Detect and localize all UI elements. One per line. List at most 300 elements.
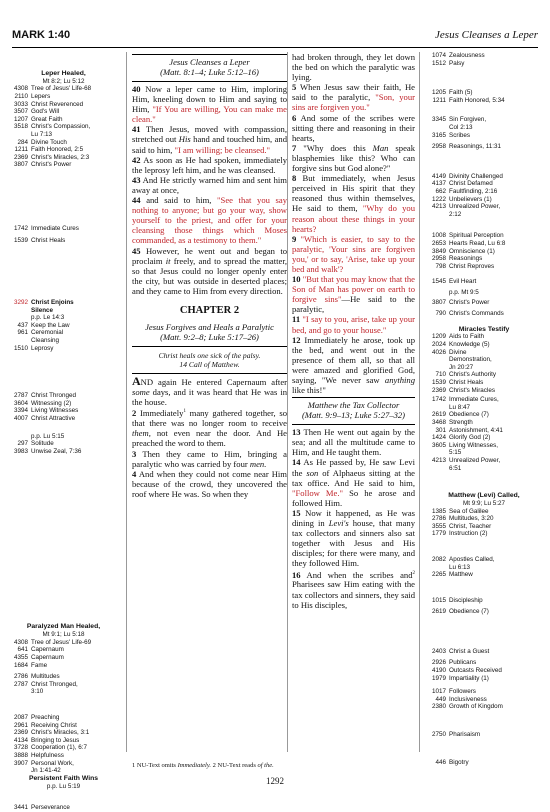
topic-label: Astonishment, 4:41: [449, 426, 503, 434]
topic-reference: [6, 415, 121, 423]
section-rule: [132, 346, 287, 347]
left-reference-column: [6, 52, 121, 812]
topic-reference: [424, 442, 544, 450]
topic-label: Helpfulness: [31, 751, 64, 759]
topic-label: Divine: [449, 348, 467, 356]
verse-16: 16 And when the scribes and$^2$ Pharisees saw Him eating with the tax collectors and sinners, they said to His disciples,: [292, 569, 415, 610]
section-title: Jesus Cleanses a Leper: [169, 57, 250, 67]
topic-number: 3555: [431, 522, 446, 530]
spacer: [424, 538, 544, 556]
topic-number: 2082: [431, 555, 446, 563]
topic-parallels: Mt 8:2; Lu 5:12: [42, 77, 85, 85]
topic-number: 4007: [13, 415, 28, 423]
topic-number: 2653: [431, 239, 446, 247]
topic-number: 3888: [13, 751, 28, 759]
topic-label: Living Witnesses,: [449, 441, 498, 449]
topic-number: 1684: [13, 661, 28, 669]
topic-reference: [424, 180, 544, 188]
topic-reference: [424, 703, 544, 711]
topic-number: 3441: [13, 804, 28, 812]
topic-reference: [424, 556, 544, 564]
verse-1: AND again He entered Capernaum after some days, and it was heard that He was in the house.: [132, 374, 287, 408]
topic-number: 961: [17, 329, 28, 337]
topic-reference: [424, 419, 544, 427]
topic-label: Faith (5): [449, 89, 473, 97]
topic-label: Obedience (7): [449, 411, 489, 419]
topic-reference: [6, 639, 121, 647]
topic-number: 1539: [431, 379, 446, 387]
section-rule: [132, 81, 287, 82]
verse-2: 2 Immediately$^1$ many gathered together, so that there was no longer room to receive them, not even near the door. And He preached the word to them.: [132, 408, 287, 449]
topic-label: Christ's Commands: [449, 310, 504, 318]
topic-label: Christ Attractive: [31, 415, 76, 423]
topic-reference: [6, 662, 121, 670]
topic-number: 790: [435, 310, 446, 318]
topic-number: 1017: [431, 688, 446, 696]
scripture-column-1: [132, 52, 287, 499]
topic-label: Christ Thronged,: [31, 680, 78, 688]
column-divider: [126, 52, 127, 752]
topic-continuation: p.p. Le 14:3: [31, 314, 65, 322]
topic-reference: [424, 132, 544, 140]
topic-continuation: Demonstration,: [449, 356, 492, 364]
topic-label: Palsy: [449, 59, 465, 67]
verse-9: 9 "Which is easier, to say to the paralytic, 'Your sins are forgiven you,' or to say, 'Arise, take up your bed and walk'?: [292, 233, 415, 274]
topic-reference: [424, 248, 544, 256]
scripture-column-2: [292, 52, 415, 610]
spacer: [424, 579, 544, 597]
topic-label: Multitudes: [31, 673, 60, 681]
topic-label: Christ's Miracles, 3:1: [31, 729, 90, 737]
topic-reference: [424, 196, 544, 204]
topic-label: Scribes: [449, 131, 470, 139]
verse-41: 41 Then Jesus, moved with compassion, stretched out His hand and touched him, and said to him, "I am willing; be cleansed.": [132, 124, 287, 155]
topic-number: 3728: [13, 744, 28, 752]
topic-number: 2380: [431, 703, 446, 711]
topic-number: 4149: [431, 172, 446, 180]
verse-10: 10 "But that you may know that the Son of Man has power on earth to forgive sins"—He said to the paralytic,: [292, 274, 415, 315]
topic-reference: [6, 804, 121, 812]
topic-number: 1211: [432, 96, 446, 104]
topic-reference: [6, 654, 121, 662]
section-parallels: (Matt. 8:1–4; Luke 5:12–16): [160, 67, 259, 77]
verse-13: 13 Then He went out again by the sea; and all the multitude came to Him, and He taught them.: [292, 427, 415, 458]
topic-number: 1008: [431, 232, 446, 240]
running-header: [12, 29, 538, 45]
topic-number: 2265: [431, 571, 446, 579]
topic-label: Reasonings, 11:31: [449, 143, 502, 151]
spacer: [424, 739, 544, 759]
topic-label: Faith Honored, 5:34: [449, 96, 505, 104]
topic-number: 3604: [13, 399, 28, 407]
verse-4: 4 And when they could not come near Him because of the crowd, they uncovered the roof where He was. So when they: [132, 468, 287, 499]
topic-reference: [6, 729, 121, 737]
topic-reference: [6, 225, 121, 233]
topic-reference: [6, 673, 121, 681]
topic-number: 798: [435, 262, 446, 270]
topic-label: Christ, Teacher: [449, 522, 492, 530]
topic-label: Apostles Called,: [449, 555, 495, 563]
topic-reference: [6, 85, 121, 93]
topic-number: 2750: [431, 731, 446, 739]
topic-number: 3292: [13, 299, 28, 307]
topic-label: Inclusiveness: [449, 695, 487, 703]
topic-reference: [424, 696, 544, 704]
topic-reference: [6, 116, 121, 124]
topic-number: 2961: [13, 721, 28, 729]
topic-number: 2110: [14, 92, 28, 100]
topic-reference: [6, 752, 121, 760]
verse-44: 44 and said to him, "See that you say nothing to anyone; but go your way, show yourself to the priest, and offer for your cleansing those things which Moses commanded, as a testimony to them.": [132, 195, 287, 246]
topic-label: Great Faith: [31, 115, 63, 123]
topic-continuation: 3:10: [31, 688, 44, 696]
topic-reference: [424, 116, 544, 124]
topic-number: 1385: [431, 507, 446, 515]
topic-number: 1211: [14, 146, 28, 154]
topic-number: 3983: [13, 447, 28, 455]
topic-label: Unrealized Power,: [449, 456, 501, 464]
topic-reference: [424, 60, 544, 68]
topic-label: Obedience (7): [449, 608, 489, 616]
topic-label: Multitudes, 3:20: [449, 515, 494, 523]
topic-reference: [424, 173, 544, 181]
topic-label: Zealousness: [449, 52, 485, 59]
topic-reference: [424, 688, 544, 696]
topic-label: Solitude: [31, 440, 54, 448]
topic-continuation: p.p. Lu 5:15: [31, 432, 65, 440]
topic-reference: [6, 101, 121, 109]
topic-number: 1207: [13, 115, 28, 123]
topic-reference: [424, 427, 544, 435]
topic-label: Immediate Cures,: [449, 396, 499, 404]
topic-number: 3807: [13, 161, 28, 169]
topic-reference: [424, 523, 544, 531]
topic-reference: [424, 675, 544, 683]
topic-label: Unbelievers (1): [449, 195, 492, 203]
verse-43: 43 And He strictly warned him and sent him away at once,: [132, 174, 287, 195]
topic-heading: Persistent Faith Wins: [28, 774, 99, 782]
footnotes: 1 NU-Text omits Immediately. 2 NU-Text reads of the.: [132, 762, 274, 769]
topic-number: 641: [17, 646, 28, 654]
topic-label: Christ Heals: [449, 379, 484, 387]
topic-number: 1742: [13, 224, 28, 232]
topic-number: 297: [17, 440, 28, 448]
topic-continuation: 5:15: [449, 449, 462, 457]
topic-label: Personal Work,: [31, 759, 74, 767]
topic-label: Instruction (2): [449, 530, 488, 538]
topic-continuation: Lu 7:13: [31, 130, 53, 138]
topic-reference: [6, 161, 121, 169]
topic-label: Bringing to Jesus: [31, 736, 80, 744]
topic-continuation: Cleansing: [31, 337, 60, 345]
topic-label: Knowledge (5): [449, 341, 490, 349]
topic-number: 1545: [431, 278, 446, 286]
topic-reference: [424, 396, 544, 404]
topic-label: Spiritual Perception: [449, 232, 504, 240]
topic-number: 1209: [431, 333, 446, 341]
topic-number: 1205: [431, 89, 446, 97]
topic-heading: Matthew (Levi) Called,: [448, 492, 520, 500]
topic-reference: [6, 329, 121, 337]
topic-number: 3518: [13, 123, 28, 131]
spacer: [6, 790, 121, 804]
topic-number: 1979: [431, 674, 446, 682]
verse-4-continued: had broken through, they let down the bed on which the paralytic was lying.: [292, 52, 415, 83]
section-rule: [292, 424, 415, 425]
section-heading-paralytic: [132, 322, 287, 342]
topic-reference: [424, 278, 544, 286]
topic-reference: [6, 448, 121, 456]
verse-3: 3 Then they came to Him, bringing a paralytic who was carried by four men.: [132, 448, 287, 469]
topic-label: Aids to Faith: [449, 333, 484, 341]
topic-number: 3033: [13, 100, 28, 108]
topic-number: 2369: [13, 729, 28, 737]
topic-number: 1074: [431, 52, 446, 59]
verse-11: 11 "I say to you, arise, take up your bed, and go to your house.": [292, 314, 415, 335]
topic-reference: [424, 515, 544, 523]
topic-reference: [6, 407, 121, 415]
spacer: [424, 151, 544, 173]
topic-reference: [6, 646, 121, 654]
topic-label: Ceremonial: [31, 329, 64, 337]
topic-reference: [424, 255, 544, 263]
topic-label: Publicans: [449, 659, 477, 667]
spacer: [6, 244, 121, 299]
topic-reference: [6, 108, 121, 116]
topic-number: 2369: [431, 386, 446, 394]
topic-continuation: Jn 1:41-42: [31, 767, 61, 775]
spacer: [424, 616, 544, 648]
topic-reference: [6, 154, 121, 162]
spacer: [424, 104, 544, 116]
right-reference-column: [424, 52, 544, 766]
topic-label: Christ Defamed: [449, 180, 493, 188]
topic-reference: [6, 139, 121, 147]
topic-number: 1510: [13, 344, 28, 352]
topic-label: Christ Thronged: [31, 392, 77, 400]
topic-reference: [424, 457, 544, 465]
header-rule: [12, 47, 538, 48]
section-title: Matthew the Tax Collector: [307, 400, 400, 411]
topic-reference: [424, 571, 544, 579]
topic-reference: [6, 392, 121, 400]
topic-number: 2619: [431, 411, 446, 419]
topic-number: 4026: [431, 348, 446, 356]
topic-reference: [424, 349, 544, 357]
topic-label: Christ a Guest: [449, 647, 490, 655]
topic-label: Capernaum: [31, 646, 64, 654]
topic-reference: [6, 744, 121, 752]
topic-label: Tree of Jesus' Life-68: [31, 85, 92, 93]
topic-heading: Miracles Testify: [458, 325, 510, 333]
topic-reference: [424, 434, 544, 442]
topic-reference: [6, 299, 121, 307]
topic-reference: [424, 203, 544, 211]
topic-label: Sea of Galilee: [449, 507, 489, 515]
topic-number: 4308: [13, 85, 28, 93]
topic-number: 4213: [431, 203, 446, 211]
topic-reference: [424, 341, 544, 349]
topic-reference: [6, 440, 121, 448]
column-divider: [287, 52, 288, 752]
topic-label: Leprosy: [31, 344, 54, 352]
section-rule: [292, 397, 415, 398]
topic-label: Evil Heart: [449, 278, 477, 286]
spacer: [6, 169, 121, 225]
topic-label: Perseverance: [31, 804, 70, 812]
topic-label: Capernaum: [31, 654, 64, 661]
section-title: Jesus Forgives and Heals a Paralytic: [145, 322, 274, 333]
topic-reference: [424, 232, 544, 240]
section-parallels: (Matt. 9:2–8; Luke 5:17–26): [160, 332, 259, 343]
page-number: 1292: [266, 776, 284, 786]
topic-label: Immediate Cures: [31, 224, 79, 232]
topic-reference: [424, 659, 544, 667]
topic-label: Unwise Zeal, 7:36: [31, 447, 82, 455]
topic-number: 2786: [431, 515, 446, 523]
topic-label: Faultfinding, 2:16: [449, 187, 498, 195]
topic-label: Christ Reverenced: [31, 100, 84, 108]
topic-label: Christ Reproves: [449, 262, 495, 270]
topic-label: Tree of Jesus' Life-69: [31, 638, 92, 646]
spacer: [424, 472, 544, 492]
topic-number: 1015: [431, 596, 446, 604]
topic-label: Fame: [31, 661, 48, 669]
topic-number: 3345: [431, 116, 446, 124]
topic-reference: [424, 759, 544, 767]
topic-number: 2787: [13, 392, 28, 400]
topic-label: Omniscience (1): [449, 247, 495, 255]
topic-label: Outcasts Received: [449, 667, 502, 675]
topic-reference: [6, 737, 121, 745]
topic-number: 2024: [431, 341, 446, 349]
topic-reference: [424, 333, 544, 341]
topic-number: 3165: [431, 131, 446, 139]
topic-label: Followers: [449, 688, 476, 696]
topic-continuation: p.p. Mt 9:5: [449, 288, 479, 296]
spacer: [424, 711, 544, 731]
topic-reference: [424, 310, 544, 318]
topic-reference: [424, 530, 544, 538]
topic-label: Discipleship: [449, 596, 483, 604]
topic-reference: [6, 123, 121, 131]
topic-reference: [424, 411, 544, 419]
topic-number: 1424: [431, 434, 446, 442]
section-rule: [132, 373, 287, 374]
topic-label: Receiving Christ: [31, 721, 77, 729]
topic-label: Faith Honored, 2:5: [31, 146, 84, 154]
verse-6: 6 And some of the scribes were sitting there and reasoning in their hearts,: [292, 112, 415, 143]
topic-number: 3807: [431, 299, 446, 307]
topic-reference: [424, 387, 544, 395]
topic-number: 4134: [13, 736, 28, 744]
topic-label: Sin Forgiven,: [449, 116, 487, 124]
topic-reference: [424, 143, 544, 151]
topic-number: 437: [17, 321, 28, 329]
topic-label: Christ Heals: [31, 236, 66, 244]
topic-reference: [424, 731, 544, 739]
topic-label: Divine Touch: [31, 138, 67, 146]
topic-label: Pharisaism: [449, 731, 481, 739]
topic-reference: [424, 597, 544, 605]
topic-number: 2958: [431, 255, 446, 263]
topic-number: 301: [435, 426, 446, 434]
column-divider: [419, 52, 420, 752]
chapter-summary: Christ heals one sick of the palsy. 14 Call of Matthew.: [158, 351, 261, 370]
topic-label: Christ's Power: [31, 161, 72, 169]
topic-heading: Paralyzed Man Healed,: [26, 623, 101, 631]
topic-label: Impartiality (1): [449, 674, 489, 682]
topic-label: Keep the Law: [31, 321, 70, 329]
topic-parallels: Mt 9:9; Lu 5:27: [462, 499, 505, 507]
spacer: [424, 67, 544, 89]
verse-7: 7 "Why does this Man speak blasphemies like this? Who can forgive sins but God alone?": [292, 142, 415, 174]
topic-label: Glorify God (2): [449, 434, 491, 442]
topic-number: 4308: [13, 638, 28, 646]
topic-reference: [424, 608, 544, 616]
topic-reference: [424, 89, 544, 97]
spacer: [6, 52, 121, 70]
topic-number: 4137: [431, 180, 446, 188]
topic-continuation: Jn 20:27: [449, 363, 474, 371]
topic-number: 446: [435, 758, 446, 766]
topic-label: Christ's Authority: [449, 371, 497, 379]
verse-45: 45 However, he went out and began to proclaim it freely, and to spread the matter, so that Jesus could no longer openly enter the city, but was outside in deserted places; and they came to Him from every direction.: [132, 245, 287, 296]
topic-number: 710: [435, 371, 446, 379]
topic-reference: [6, 714, 121, 722]
topic-parallels: Mt 9:1; Lu 5:18: [42, 631, 85, 639]
topic-number: 284: [17, 138, 28, 146]
topic-reference: [424, 371, 544, 379]
verse-15: 15 Now it happened, as He was dining in Levi's house, that many tax collectors and sinners also sat together with Jesus and His disciples; for there were many, and they followed Him.: [292, 507, 415, 569]
spacer: [424, 218, 544, 232]
verse-8: 8 But immediately, when Jesus perceived in His spirit that they reasoned thus within themselves, He said to them, "Why do you reason about these things in your hearts?: [292, 173, 415, 234]
topic-number: 3907: [13, 759, 28, 767]
topic-number: 4355: [13, 654, 28, 661]
chapter-heading: CHAPTER 2: [179, 304, 240, 316]
topic-label: Christ Enjoins: [31, 299, 74, 307]
topic-number: 662: [435, 187, 446, 195]
topic-number: 2619: [431, 608, 446, 616]
topic-reference: [6, 237, 121, 245]
topic-heading: Leper Healed,: [41, 70, 86, 77]
header-title: Jesus Cleanses a Leper: [435, 29, 538, 41]
spacer: [424, 270, 544, 278]
verse-14: 14 As He passed by, He saw Levi the son of Alphaeus sitting at the tax office. And He said to him, "Follow Me." So he arose and followed Him.: [292, 457, 415, 508]
topic-continuation: Lu 8:47: [449, 403, 471, 411]
topic-label: Matthew: [449, 571, 473, 579]
topic-number: 2403: [431, 647, 446, 655]
topic-continuation: Lu 6:13: [449, 563, 471, 571]
spacer: [6, 696, 121, 714]
topic-reference: [424, 379, 544, 387]
spacer: [6, 423, 121, 433]
topic-number: 3507: [13, 108, 28, 116]
topic-label: Lepers: [31, 92, 51, 100]
topic-number: 1512: [431, 59, 446, 67]
topic-label: Growth of Kingdom: [449, 703, 503, 711]
topic-reference: [6, 722, 121, 730]
topic-number: 449: [435, 695, 446, 703]
topic-reference: [424, 263, 544, 271]
topic-number: 4213: [431, 456, 446, 464]
topic-label: Reasonings: [449, 255, 483, 263]
topic-number: 1222: [431, 195, 446, 203]
section-parallels: (Matt. 9:9–13; Luke 5:27–32): [301, 410, 406, 421]
topic-reference: [6, 345, 121, 353]
topic-number: 2958: [431, 143, 446, 151]
section-heading-leper: [132, 57, 287, 77]
